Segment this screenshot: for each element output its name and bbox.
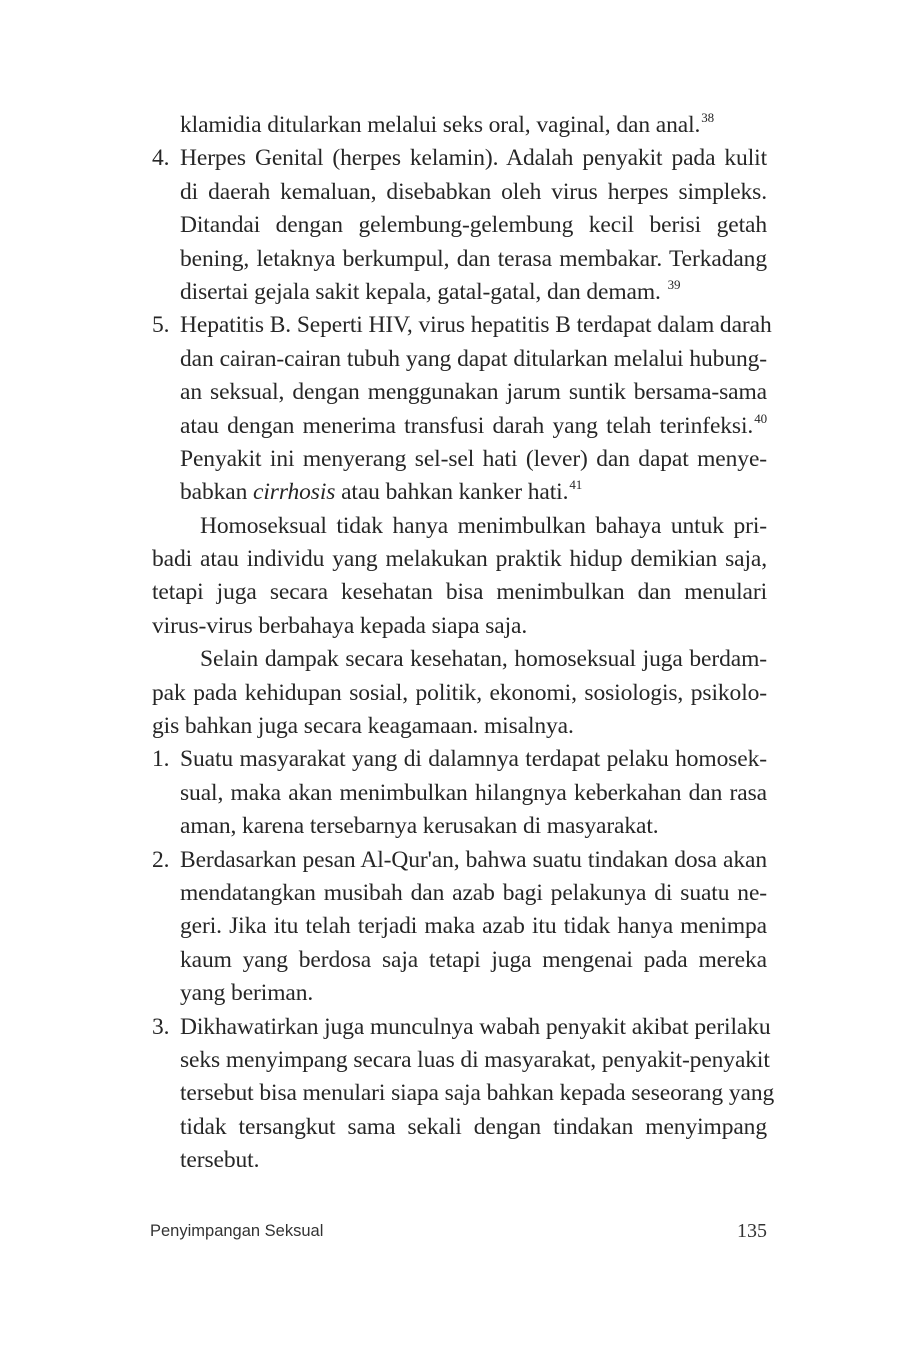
- paragraph-line: pak pada kehidupan sosial, politik, ekonomi, sosiologis, psikolo-: [152, 679, 767, 706]
- footnote-ref-40: 40: [754, 410, 767, 426]
- running-footer-title: Penyimpangan Seksual: [150, 1222, 324, 1240]
- list-item-5: [152, 309, 772, 509]
- list-number: 4.: [152, 145, 170, 172]
- paragraph-line: virus-virus berbahaya kepada siapa saja.: [152, 612, 528, 639]
- list-line: aman, karena tersebarnya kerusakan di masyarakat.: [180, 813, 659, 840]
- list-line: [180, 276, 767, 309]
- continuation-line: [152, 109, 767, 142]
- list-item-3: [152, 1011, 775, 1178]
- list-line: di daerah kemaluan, disebabkan oleh virus herpes simpleks.: [180, 178, 767, 205]
- list-line: kaum yang berdosa saja tetapi juga mengenai pada mereka: [180, 946, 767, 973]
- paragraph-1: [152, 510, 767, 644]
- list-line: tersebut.: [180, 1147, 260, 1174]
- body-text: [152, 109, 775, 1178]
- footnote-ref-41: 41: [569, 477, 583, 493]
- list-line: [180, 476, 767, 509]
- list-line-text: atau bahkan kanker hati.: [335, 479, 569, 506]
- list-item-4: [152, 142, 767, 309]
- list-number: 3.: [152, 1013, 170, 1040]
- footnote-ref-39: 39: [667, 276, 681, 292]
- list-line: [180, 410, 767, 443]
- list-line: Suatu masyarakat yang di dalamnya terdapat pelaku homosek-: [180, 746, 767, 773]
- list-line: Dikhawatirkan juga munculnya wabah penyakit akibat perilaku: [180, 1013, 771, 1040]
- list-line: dan cairan-cairan tubuh yang dapat ditularkan melalui hubung-: [180, 345, 767, 372]
- list-line: Berdasarkan pesan Al-Qur'an, bahwa suatu tindakan dosa akan: [180, 846, 767, 873]
- italic-term: cirrhosis: [253, 479, 336, 506]
- list-line: mendatangkan musibah dan azab bagi pelakunya di suatu ne-: [180, 879, 767, 906]
- list-line: Hepatitis B. Seperti HIV, virus hepatitis B terdapat dalam darah: [180, 312, 772, 339]
- paragraph-line: Homoseksual tidak hanya menimbulkan bahaya untuk pri-: [200, 512, 767, 539]
- list-item-1: [152, 743, 767, 843]
- page-number: 135: [737, 1220, 767, 1242]
- list-line: Penyakit ini menyerang sel-sel hati (lever) dan dapat menye-: [180, 445, 767, 472]
- list-line: Herpes Genital (herpes kelamin). Adalah penyakit pada kulit: [180, 145, 767, 172]
- list-line: Ditandai dengan gelembung-gelembung kecil berisi getah: [180, 212, 767, 239]
- paragraph-line: gis bahkan juga secara keagamaan. misalnya.: [152, 713, 574, 740]
- list-line: an seksual, dengan menggunakan jarum suntik bersama-sama: [180, 379, 767, 406]
- list-item-2: [152, 844, 767, 1011]
- continuation-text: klamidia ditularkan melalui seks oral, vaginal, dan anal.: [180, 112, 701, 138]
- list-number: 1.: [152, 746, 170, 773]
- paragraph-line: tetapi juga secara kesehatan bisa menimbulkan dan menulari: [152, 579, 767, 606]
- list-line-text: disertai gejala sakit kepala, gatal-gatal, dan demam.: [180, 278, 661, 305]
- list-line: bening, letaknya berkumpul, dan terasa membakar. Terkadang: [180, 245, 767, 272]
- list-line: yang beriman.: [180, 980, 314, 1007]
- paragraph-2: [152, 643, 767, 743]
- list-number: 5.: [152, 312, 170, 339]
- list-line: tidak tersangkut sama sekali dengan tindakan menyimpang: [180, 1113, 767, 1140]
- footnote-ref-38: 38: [701, 110, 715, 125]
- list-number: 2.: [152, 846, 170, 873]
- list-line: seks menyimpang secara luas di masyarakat, penyakit-penyakit: [180, 1046, 770, 1073]
- list-line-text: babkan: [180, 479, 254, 506]
- paragraph-line: badi atau individu yang melakukan praktik hidup demikian saja,: [152, 546, 767, 573]
- list-line-text: atau dengan menerima transfusi darah yang telah terinfeksi.: [180, 412, 754, 439]
- list-line: geri. Jika itu telah terjadi maka azab itu tidak hanya menimpa: [180, 913, 767, 940]
- paragraph-line: Selain dampak secara kesehatan, homoseksual juga berdam-: [200, 646, 767, 673]
- list-line: sual, maka akan menimbulkan hilangnya keberkahan dan rasa: [180, 779, 767, 806]
- list-line: tersebut bisa menulari siapa saja bahkan kepada seseorang yang: [180, 1080, 775, 1107]
